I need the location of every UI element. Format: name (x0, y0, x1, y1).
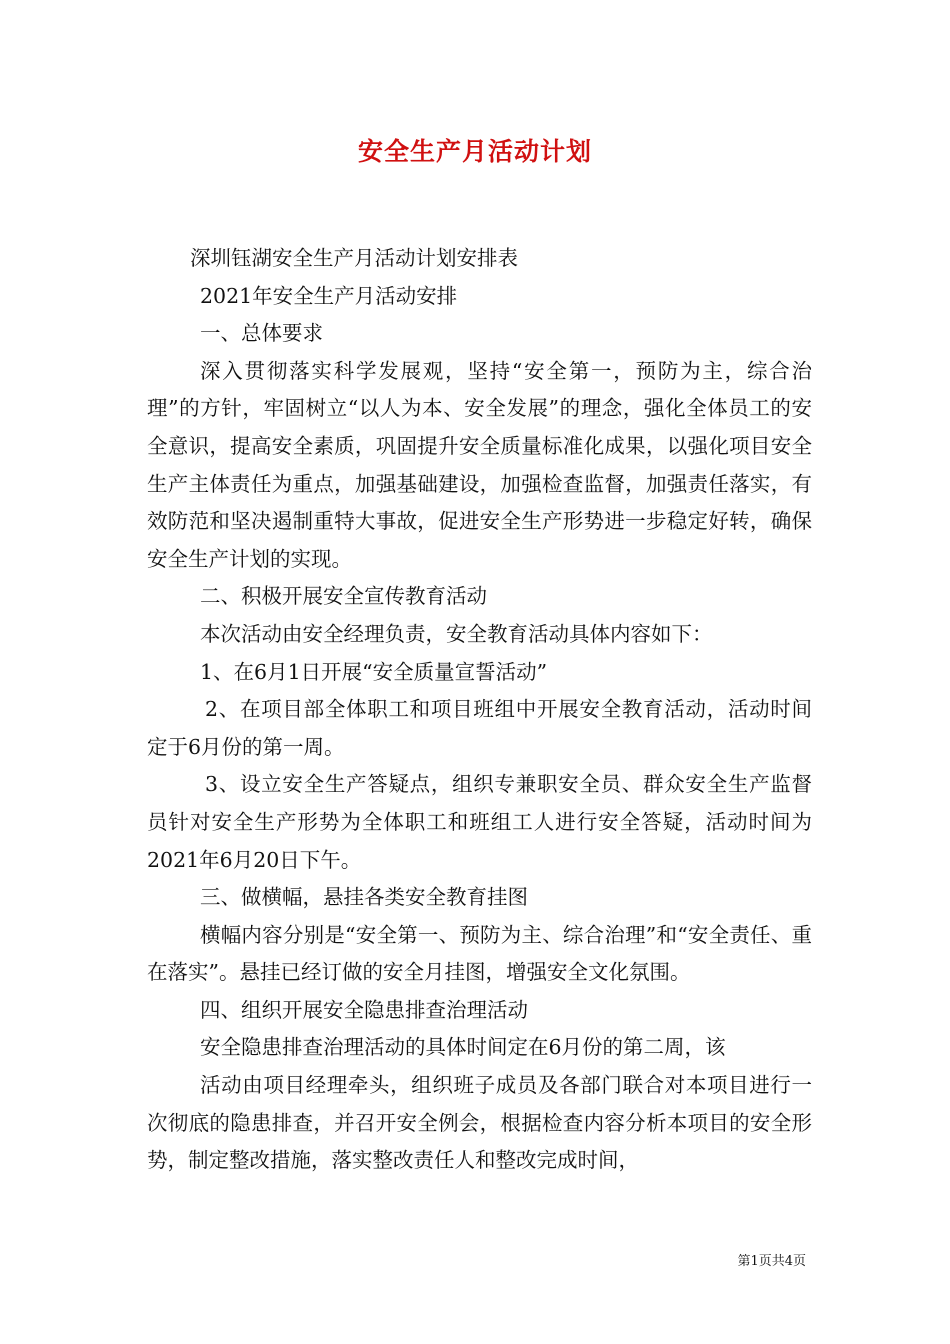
document-body (147, 240, 812, 1180)
page-title: 安全生产月活动计划 (357, 137, 592, 166)
paragraph: 横幅内容分别是“安全第一、预防为主、综合治理”和“安全责任、重在落实”。悬挂已经订做的安全月挂图，增强安全文化氛围。 (147, 922, 812, 985)
section-heading-4: 四、组织开展安全隐患排查治理活动 (200, 997, 528, 1022)
paragraph-subtitle: 深圳钰湖安全生产月活动计划安排表 (190, 246, 518, 270)
paragraph: 本次活动由安全经理负责，安全教育活动具体内容如下： (200, 621, 713, 646)
paragraph: 深入贯彻落实科学发展观，坚持“安全第一，预防为主，综合治理”的方针，牢固树立“以人为本、安全发展”的理念，强化全体员工的安全意识，提高安全素质，巩固提升安全质量标准化成果，以强化项目安全生产主体责任为重点，加强基础建设，加强检查监督，加强责任落实，有效防范和坚决遏制重特大事故，促进安全生产形势进一步稳定好转，确保安全生产计划的实现。 (147, 358, 812, 571)
section-heading-2: 二、积极开展安全宣传教育活动 (200, 584, 487, 609)
list-item: 2、在项目部全体职工和项目班组中开展安全教育活动，活动时间定于6月份的第一周。 (147, 697, 812, 759)
paragraph: 活动由项目经理牵头，组织班子成员及各部门联合对本项目进行一次彻底的隐患排查，并召开安全例会，根据检查内容分析本项目的安全形势，制定整改措施，落实整改责任人和整改完成时间， (147, 1073, 812, 1173)
section-heading-3: 三、做横幅，悬挂各类安全教育挂图 (200, 885, 528, 910)
list-item: 3、设立安全生产答疑点，组织专兼职安全员、群众安全生产监督员针对安全生产形势为全体职工和班组工人进行安全答疑，活动时间为2021年6月20日下午。 (147, 772, 812, 872)
list-item: 1、在6月1日开展“安全质量宣誓活动” (200, 659, 548, 684)
page-number: 第1页共4页 (737, 1254, 806, 1269)
paragraph-year-plan: 2021年安全生产月活动安排 (200, 283, 458, 308)
section-heading-1: 一、总体要求 (200, 321, 323, 346)
paragraph: 安全隐患排查治理活动的具体时间定在6月份的第二周，该 (200, 1035, 726, 1060)
